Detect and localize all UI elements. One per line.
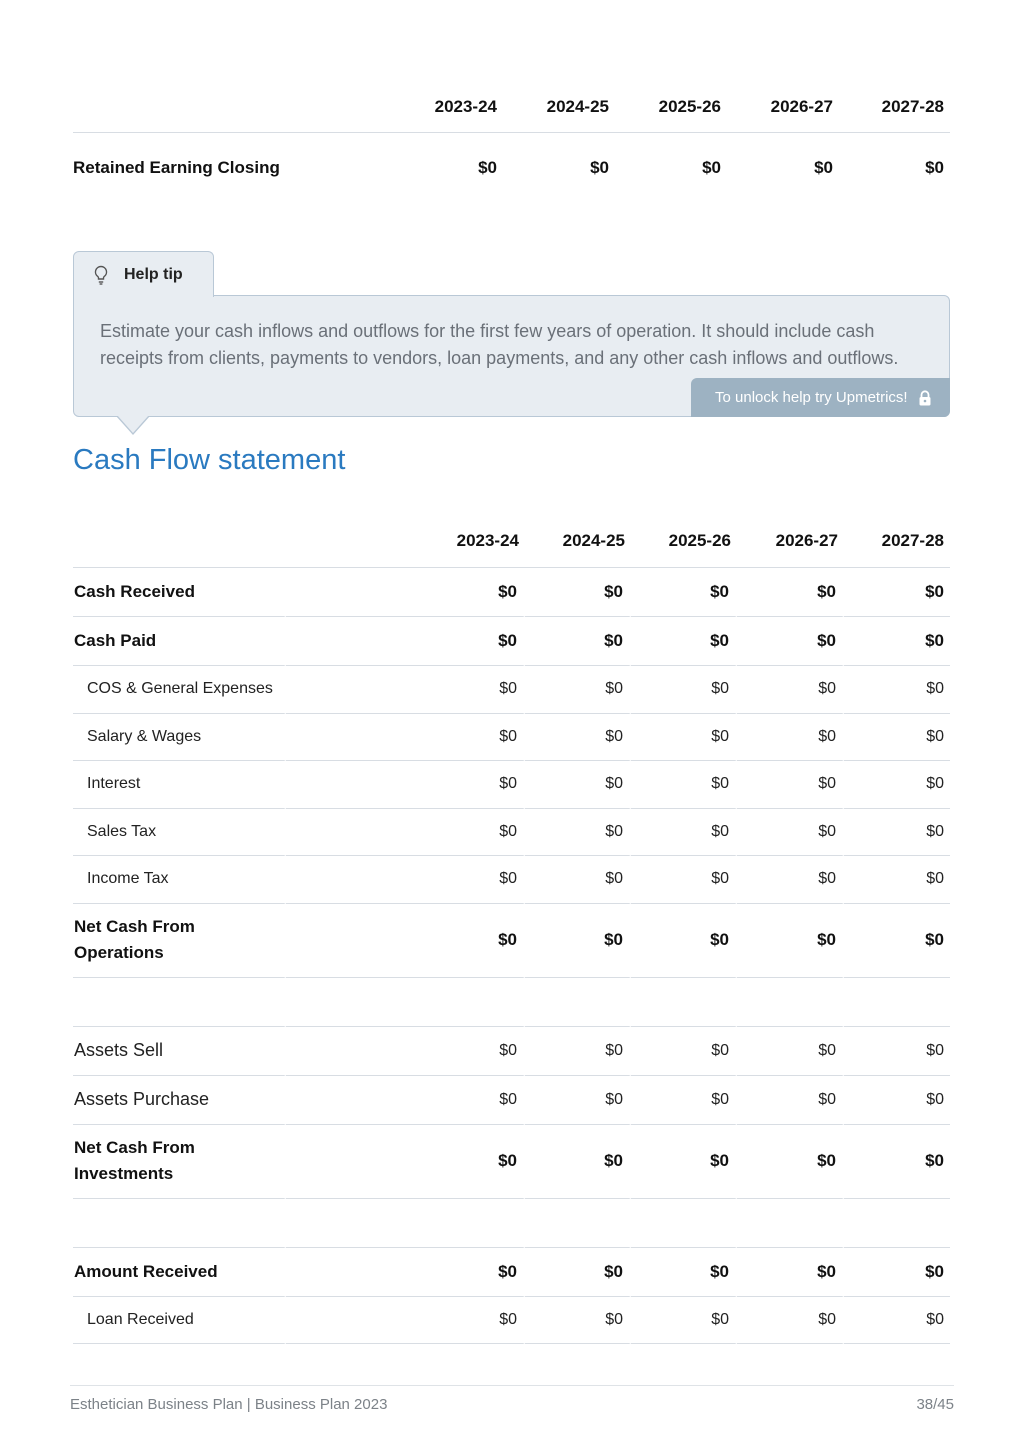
cell-value: $0 (844, 1248, 950, 1297)
year-header: 2027-28 (839, 82, 950, 132)
cell-value: $0 (844, 809, 950, 857)
cell-value: $0 (286, 1125, 525, 1199)
row-label: Amount Received (73, 1248, 286, 1297)
cell-value: $0 (737, 1125, 844, 1199)
row-label: Cash Received (73, 568, 286, 617)
cell-value: $0 (631, 666, 737, 714)
cell-value: $0 (631, 714, 737, 762)
cell-value: $0 (631, 809, 737, 857)
table-row (73, 714, 950, 762)
cell-value: $0 (525, 714, 631, 762)
year-header: 2024-25 (503, 82, 615, 132)
row-label: Net Cash From Investments (73, 1125, 286, 1199)
year-header: 2026-27 (737, 514, 844, 568)
cell-value: $0 (631, 761, 737, 809)
cell-value: $0 (844, 761, 950, 809)
row-label: Cash Paid (73, 617, 286, 666)
help-tip-box (73, 295, 950, 417)
cell-value: $0 (737, 1248, 844, 1297)
cell-value: $0 (737, 568, 844, 617)
header-blank (73, 82, 391, 132)
page-number: 38/45 (916, 1396, 954, 1413)
cell-value: $0 (525, 1297, 631, 1345)
table-header-row (73, 82, 950, 132)
table-row (73, 1297, 950, 1345)
cell-value: $0 (525, 856, 631, 904)
help-tip-tab (73, 251, 214, 297)
cell-value: $0 (631, 904, 737, 978)
cell-value: $0 (737, 904, 844, 978)
cell-value: $0 (525, 1125, 631, 1199)
table-row (73, 1076, 950, 1125)
cell-value: $0 (631, 1125, 737, 1199)
cell-value: $0 (844, 1125, 950, 1199)
cell-value: $0 (844, 617, 950, 666)
cell-value: $0 (844, 666, 950, 714)
row-label: Income Tax (73, 856, 286, 904)
spacer-row (73, 1199, 950, 1248)
cash-flow-table (73, 514, 950, 1344)
footer-document-title: Esthetician Business Plan | Business Plan 2023 (70, 1396, 388, 1413)
cell-value: $0 (925, 158, 944, 178)
row-label: Assets Sell (73, 1027, 286, 1076)
table-row (73, 1248, 950, 1297)
cell-value: $0 (286, 856, 525, 904)
cell-value: $0 (737, 1027, 844, 1076)
row-label: Salary & Wages (73, 714, 286, 762)
section-title: Cash Flow statement (73, 444, 346, 476)
cell-value: $0 (286, 904, 525, 978)
help-tip-label: Help tip (124, 265, 183, 283)
cell-value: $0 (631, 617, 737, 666)
cell-value: $0 (844, 714, 950, 762)
help-tip-text: Estimate your cash inflows and outflows for the first few years of operation. It should include cash receipts from clients, payments to vendors, loan payments, and any other cash inflows and outflows. (100, 321, 899, 368)
lock-icon (918, 390, 932, 406)
year-header: 2024-25 (525, 514, 631, 568)
cell-value: $0 (844, 1027, 950, 1076)
table-row (73, 1125, 950, 1199)
table-row (73, 666, 950, 714)
cell-value: $0 (525, 1248, 631, 1297)
cell-value: $0 (737, 617, 844, 666)
year-header: 2025-26 (615, 82, 727, 132)
cell-value: $0 (590, 158, 609, 178)
cell-value: $0 (844, 1076, 950, 1125)
help-tip-pointer (116, 416, 150, 435)
cell-value: $0 (286, 1248, 525, 1297)
cell-value: $0 (286, 666, 525, 714)
table-row (73, 617, 950, 666)
cell-value: $0 (844, 856, 950, 904)
table-row (73, 1027, 950, 1076)
table-row (73, 904, 950, 978)
cell-value: $0 (737, 1076, 844, 1125)
header-blank (73, 514, 286, 568)
cell-value: $0 (702, 158, 721, 178)
lightbulb-icon (92, 265, 110, 285)
row-label: Net Cash From Operations (73, 904, 286, 978)
cell-value: $0 (737, 856, 844, 904)
cell-value: $0 (525, 568, 631, 617)
cell-value: $0 (631, 856, 737, 904)
cell-value: $0 (737, 666, 844, 714)
cell-value: $0 (737, 1297, 844, 1345)
year-header: 2023-24 (286, 514, 525, 568)
cell-value: $0 (286, 1297, 525, 1345)
row-label: Interest (73, 761, 286, 809)
row-label: Loan Received (73, 1297, 286, 1345)
cell-value: $0 (286, 1027, 525, 1076)
cell-value: $0 (525, 1027, 631, 1076)
cell-value: $0 (844, 1297, 950, 1345)
year-header: 2026-27 (727, 82, 839, 132)
cell-value: $0 (814, 158, 833, 178)
cell-value: $0 (525, 666, 631, 714)
row-label: Assets Purchase (73, 1076, 286, 1125)
year-header: 2025-26 (631, 514, 737, 568)
cell-value: $0 (631, 1297, 737, 1345)
table-row (73, 809, 950, 857)
cell-value: $0 (631, 1027, 737, 1076)
cell-value: $0 (286, 1076, 525, 1125)
cell-value: $0 (737, 809, 844, 857)
year-header: 2027-28 (844, 514, 950, 568)
unlock-help-button[interactable] (691, 378, 950, 417)
cell-value: $0 (525, 1076, 631, 1125)
table-row (73, 856, 950, 904)
cell-value: $0 (737, 761, 844, 809)
cell-value: $0 (631, 1076, 737, 1125)
cell-value: $0 (844, 904, 950, 978)
cell-value: $0 (525, 809, 631, 857)
cell-value: $0 (631, 568, 737, 617)
cell-value: $0 (631, 1248, 737, 1297)
cell-value: $0 (286, 761, 525, 809)
cell-value: $0 (844, 568, 950, 617)
row-label: COS & General Expenses (73, 666, 286, 714)
spacer-row (73, 978, 950, 1027)
cell-value: $0 (286, 617, 525, 666)
row-label: Retained Earning Closing (73, 158, 280, 178)
page-footer (70, 1385, 954, 1413)
cell-value: $0 (478, 158, 497, 178)
cell-value: $0 (525, 904, 631, 978)
table-row (73, 568, 950, 617)
retained-earnings-table (73, 82, 950, 204)
cell-value: $0 (286, 568, 525, 617)
cell-value: $0 (286, 714, 525, 762)
cell-value: $0 (737, 714, 844, 762)
cell-value: $0 (525, 617, 631, 666)
row-label: Sales Tax (73, 809, 286, 857)
table-row (73, 761, 950, 809)
cell-value: $0 (286, 809, 525, 857)
table-header-row (73, 514, 950, 568)
cell-value: $0 (525, 761, 631, 809)
table-row (73, 132, 950, 204)
unlock-help-label: To unlock help try Upmetrics! (715, 389, 908, 406)
year-header: 2023-24 (391, 82, 503, 132)
